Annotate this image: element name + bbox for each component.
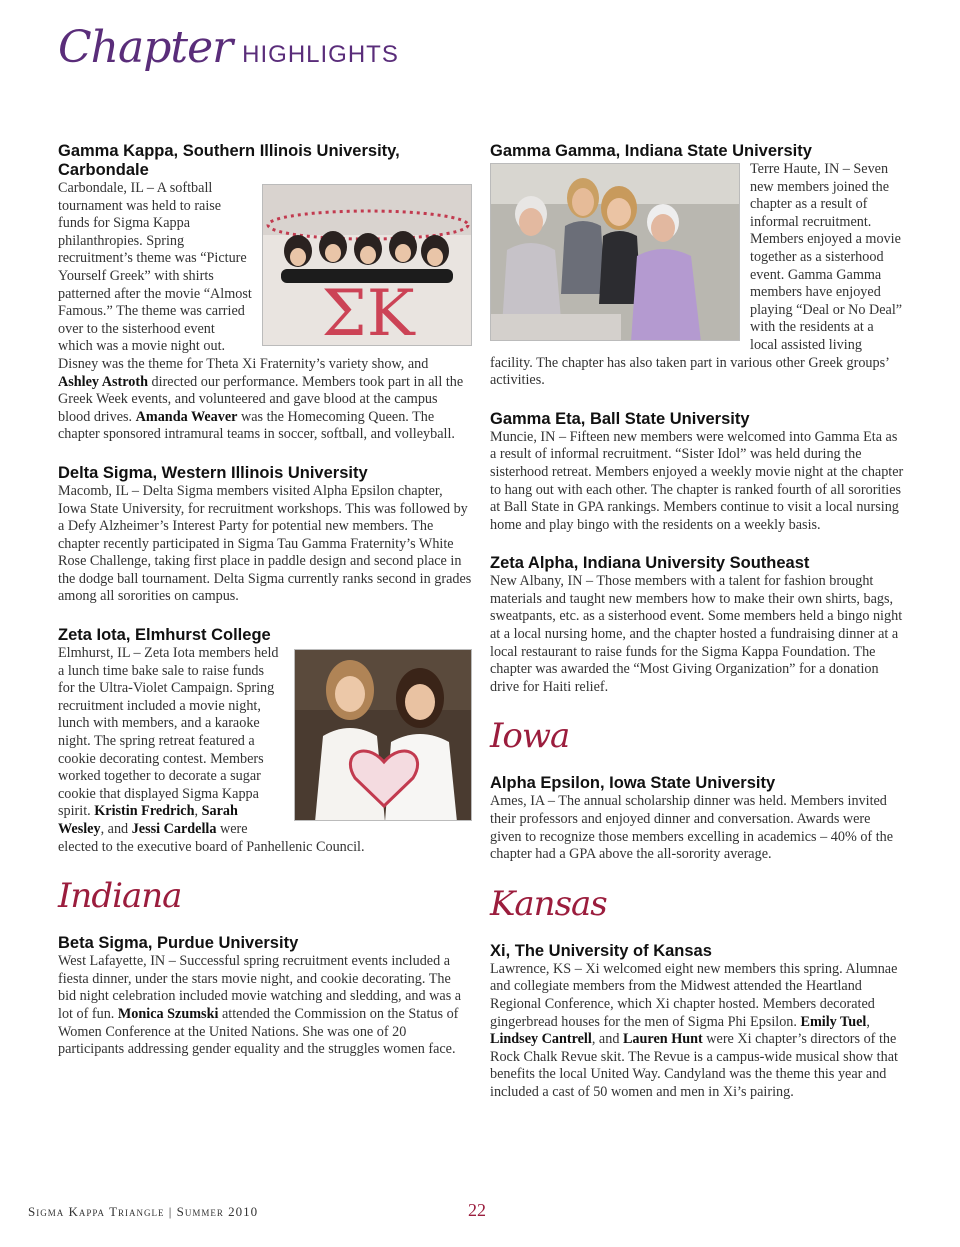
- right-column: [490, 142, 904, 1122]
- member-name: Monica Szumski: [117, 1005, 219, 1022]
- article-title: Gamma Gamma, Indiana State University: [490, 142, 812, 160]
- article-title: Beta Sigma, Purdue University: [58, 934, 299, 953]
- page-footer: Sigma Kappa Triangle | Summer 2010: [28, 1204, 259, 1219]
- article-gamma-kappa: [58, 142, 472, 444]
- article-gamma-gamma: [490, 142, 904, 390]
- article-text: Terre Haute, IN – Seven new members joined the chapter as a result of informal recruitment. Members enjoyed a movie together as a sisterhood event. Gamma Gamma members have enjoyed playing “Deal or No Deal” with the residents at a local assisted living facility. The chapter has also taken part in various other Greek groups’ activities.: [490, 161, 903, 389]
- article-beta-sigma: [58, 934, 472, 1059]
- article-text: Carbondale, IL – A softball tournament was held to raise funds for Sigma Kappa philanthropies. Spring recruitment’s theme was “Picture Yourself Greek” with shirts patterned after the movie “Almost Famous.” The theme was carried over to the sisterhood event which was a movie night out. Disney was the theme for Theta Xi Fraternity’s variety show, and Ashley Astroth directed our performance. Members took part in all the Greek Week events, and volunteered and gave blood at the campus blood drives. Amanda Weaver was the Homecoming Queen. The chapter sponsored intramural teams in soccer, softball, and volleyball.: [58, 180, 464, 443]
- page-header: [58, 22, 399, 102]
- article-zeta-iota: [58, 626, 472, 856]
- member-name: Jessi Cardella: [131, 821, 217, 837]
- article-gamma-eta: [490, 410, 904, 535]
- article-title: Zeta Iota, Elmhurst College: [58, 626, 271, 645]
- article-text: Elmhurst, IL – Zeta Iota members held a lunch time bake sale to raise funds for the Ultra-Violet Campaign. Spring recruitment included a movie night, lunch with members, and a karaoke night. The spring retreat featured a cookie decorating contest. Members worked together to decorate a sugar cookie that displayed Sigma Kappa spirit. Kristin Fredrich, Sarah Wesley, and Jessi Cardella were elected to the executive board of Panhellenic Council.: [58, 645, 365, 855]
- article-xi: [490, 942, 904, 1102]
- article-alpha-epsilon: [490, 774, 904, 863]
- sorority-group-photo: [263, 185, 472, 346]
- member-name: Lindsey Cantrell: [490, 1031, 592, 1048]
- article-text: Ames, IA – The annual scholarship dinner was held. Members invited their professors and enjoyed dinner and conversation. Awards were given to recognize those members excelling in academics – 40% of the chapter had a GPA above the all-sorority average.: [490, 793, 894, 863]
- state-heading-kansas: Kansas: [490, 883, 607, 924]
- article-text: Muncie, IN – Fifteen new members were welcomed into Gamma Eta as a result of informal recruitment. “Sister Idol” was held during the sisterhood retreat. Members enjoyed a weekly movie night at the chapter to hang out with each other. The chapter is ranked fourth of all sororities at Ball State in GPA rankings. Members continue to visit a local nursing home and play bingo with the residents on a weekly basis.: [490, 428, 904, 533]
- article-title: Gamma Kappa, Southern Illinois University, Carbondale: [58, 142, 400, 179]
- article-title: Zeta Alpha, Indiana University Southeast: [490, 554, 810, 573]
- photo-gamma-kappa: [262, 184, 472, 346]
- article-delta-sigma: [58, 464, 472, 606]
- article-text: New Albany, IN – Those members with a talent for fashion brought materials and taught new members how to make their own shirts, bags, sweatpants, etc. as a sisterhood event. Some members held a bingo night at a local nursing home, and the chapter hosted a fundraising dinner at a local restaurant to raise funds for the Sigma Kappa Foundation. The chapter was awarded the “Most Giving Organization” for a donation drive for Haiti relief.: [490, 573, 903, 695]
- header-caps-word: HIGHLIGHTS: [242, 41, 399, 68]
- article-zeta-alpha: [490, 554, 904, 696]
- state-heading-indiana: Indiana: [58, 876, 182, 917]
- svg-text:ΣΚ: ΣΚ: [321, 277, 415, 346]
- article-text: West Lafayette, IN – Successful spring recruitment events included a fiesta dinner, under the stars movie night, and cookie decorating. The bid night celebration included movie watching and sledding, and was a lot of fun. Monica Szumski attended the Commission on the Status of Women Conference at the United Nations. She was one of 20 participants addressing gender equality and the struggles women face.: [58, 953, 462, 1058]
- member-name: Sarah Wesley: [58, 803, 238, 837]
- article-title: Gamma Eta, Ball State University: [490, 409, 750, 428]
- member-name: Emily Tuel: [800, 1013, 867, 1030]
- article-title: Alpha Epsilon, Iowa State University: [490, 774, 776, 793]
- member-name: Amanda Weaver: [135, 408, 238, 425]
- left-column: [58, 142, 472, 1079]
- member-name: Kristin Fredrich: [94, 803, 195, 820]
- article-text: Lawrence, KS – Xi welcomed eight new members this spring. Alumnae and collegiate members from the Midwest attended the Heartland Regional Conference, which Xi chapter hosted. Members decorated gingerbread houses for the men of Sigma Phi Epsilon. Emily Tuel, Lindsey Cantrell, and Lauren Hunt were Xi chapter’s directors of the Rock Chalk Revue skit. The Revue is a campus-wide musical show that benefits the local United Way. Candyland was the theme this year and included a cast of 50 women and men in Xi’s pairing.: [490, 960, 898, 1100]
- member-name: Lauren Hunt: [622, 1031, 703, 1048]
- header-script-word: Chapter: [58, 22, 233, 73]
- photo-zeta-iota: [294, 649, 472, 821]
- photo-gamma-gamma: [490, 163, 740, 341]
- member-name: Ashley Astroth: [58, 373, 148, 390]
- article-title: Xi, The University of Kansas: [490, 941, 712, 960]
- article-title: Delta Sigma, Western Illinois University: [58, 463, 368, 482]
- page-number: 22: [468, 1200, 486, 1220]
- two-members-photo: [295, 650, 472, 821]
- assisted-living-photo: [491, 164, 740, 341]
- article-text: Macomb, IL – Delta Sigma members visited Alpha Epsilon chapter, Iowa State University, for recruitment workshops. This was followed by a Defy Alzheimer’s Interest Party for potential new members. The chapter recently participated in Sigma Tau Gamma Fraternity’s White Rose Challenge, taking first place in paddle design and second place in the dodge ball tournament. Delta Sigma currently ranks second in grades among all sororities on campus.: [58, 482, 472, 605]
- state-heading-iowa: Iowa: [490, 716, 570, 757]
